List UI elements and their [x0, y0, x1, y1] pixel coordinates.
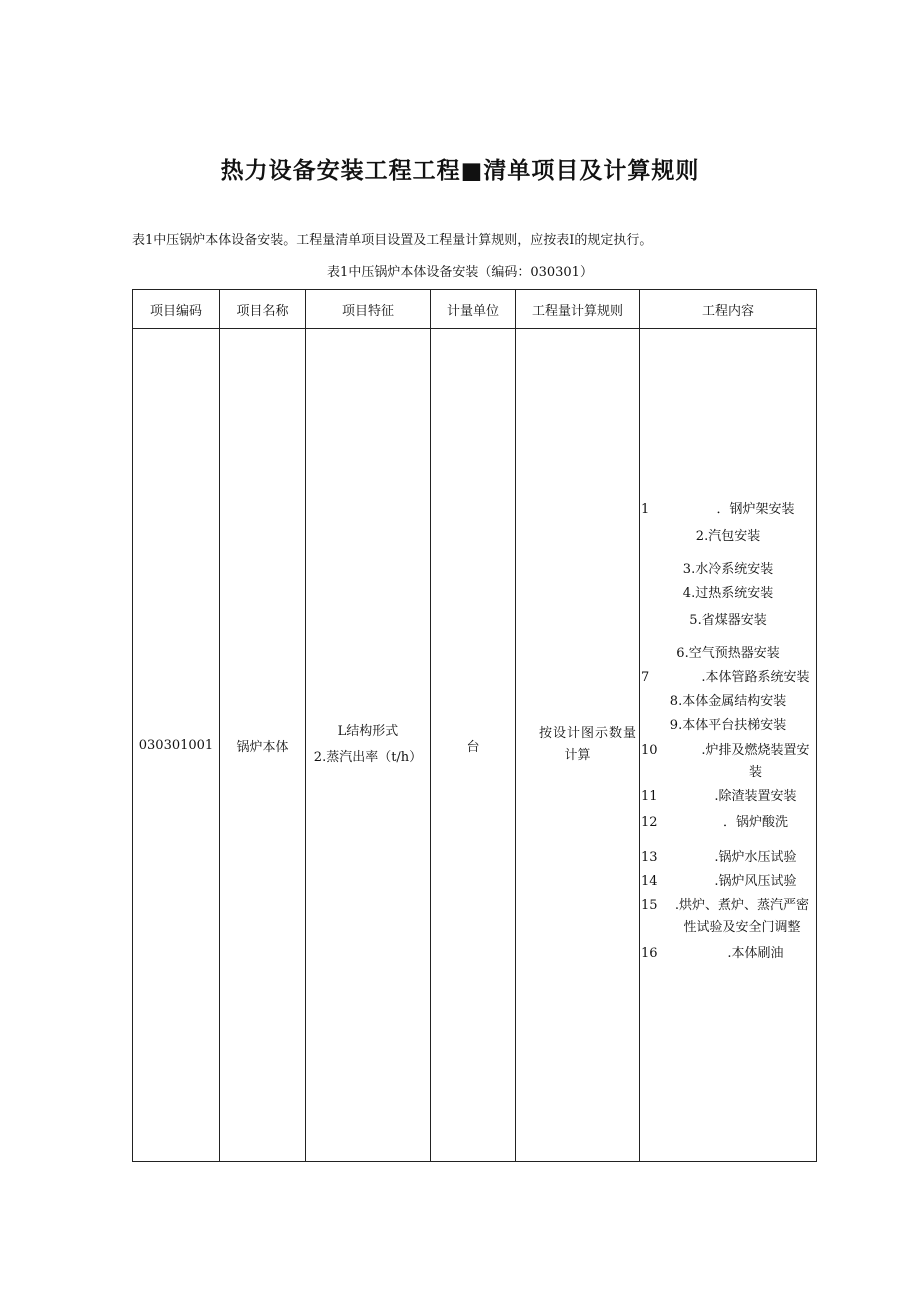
cell-unit: 台 — [431, 329, 516, 1162]
intro-paragraph: 表1中压锅炉本体设备安装。工程量清单项目设置及工程量计算规则，应按表I的规定执行。 — [132, 233, 653, 248]
document-title: 热力设备安装工程工程■清单项目及计算规则 — [220, 158, 700, 184]
list-item: 2.汽包安装 — [695, 529, 761, 544]
list-item: 6.空气预热器安装 — [676, 646, 780, 661]
list-item: 14 .锅炉风压试验 — [641, 874, 797, 889]
cell-work-content — [640, 329, 817, 1162]
table-caption: 表1中压锅炉本体设备安装（编码：030301） — [327, 265, 593, 280]
feature-line-2: 2.蒸汽出率（t/h） — [313, 750, 423, 765]
header-item-name: 项目名称 — [220, 290, 306, 329]
list-item: 8.本体金属结构安装 — [669, 694, 787, 709]
calc-rule-line-1: 按设计图示数量 — [538, 726, 637, 741]
table-header-row — [133, 290, 817, 329]
list-item: 4.过热系统安装 — [682, 586, 774, 601]
table-row — [133, 329, 817, 1162]
list-item: 9.本体平台扶梯安装 — [669, 718, 787, 733]
cell-item-name: 锅炉本体 — [220, 329, 306, 1162]
list-item: 11 .除渣装置安装 — [641, 789, 797, 804]
list-item: 5.省煤器安装 — [689, 613, 767, 628]
list-item: 10 .炉排及燃烧装置安装 — [641, 743, 810, 780]
feature-line-1: L结构形式 — [337, 724, 399, 739]
cell-calc-rule — [516, 329, 640, 1162]
cell-item-features — [306, 329, 431, 1162]
list-item: 3.水冷系统安装 — [682, 562, 774, 577]
cell-item-code: 030301001 — [133, 329, 220, 1162]
header-unit: 计量单位 — [431, 290, 516, 329]
boiler-items-table — [132, 289, 817, 1162]
header-item-code: 项目编码 — [133, 290, 220, 329]
header-item-features: 项目特征 — [306, 290, 431, 329]
header-calc-rule: 工程量计算规则 — [516, 290, 640, 329]
list-item: 12 ．锅炉酸洗 — [641, 815, 788, 830]
work-content-list — [641, 499, 815, 965]
header-work-content: 工程内容 — [640, 290, 817, 329]
list-item: 16 .本体刷油 — [641, 946, 784, 961]
list-item: 13 .锅炉水压试验 — [641, 850, 797, 865]
list-item: 15 .烘炉、煮炉、蒸汽严密性试验及安全门调整 — [641, 898, 810, 935]
calc-rule-line-2: 计算 — [564, 748, 591, 763]
list-item: 1 ．钢炉架安装 — [641, 502, 795, 517]
list-item: 7 .本体管路系统安装 — [641, 670, 810, 685]
